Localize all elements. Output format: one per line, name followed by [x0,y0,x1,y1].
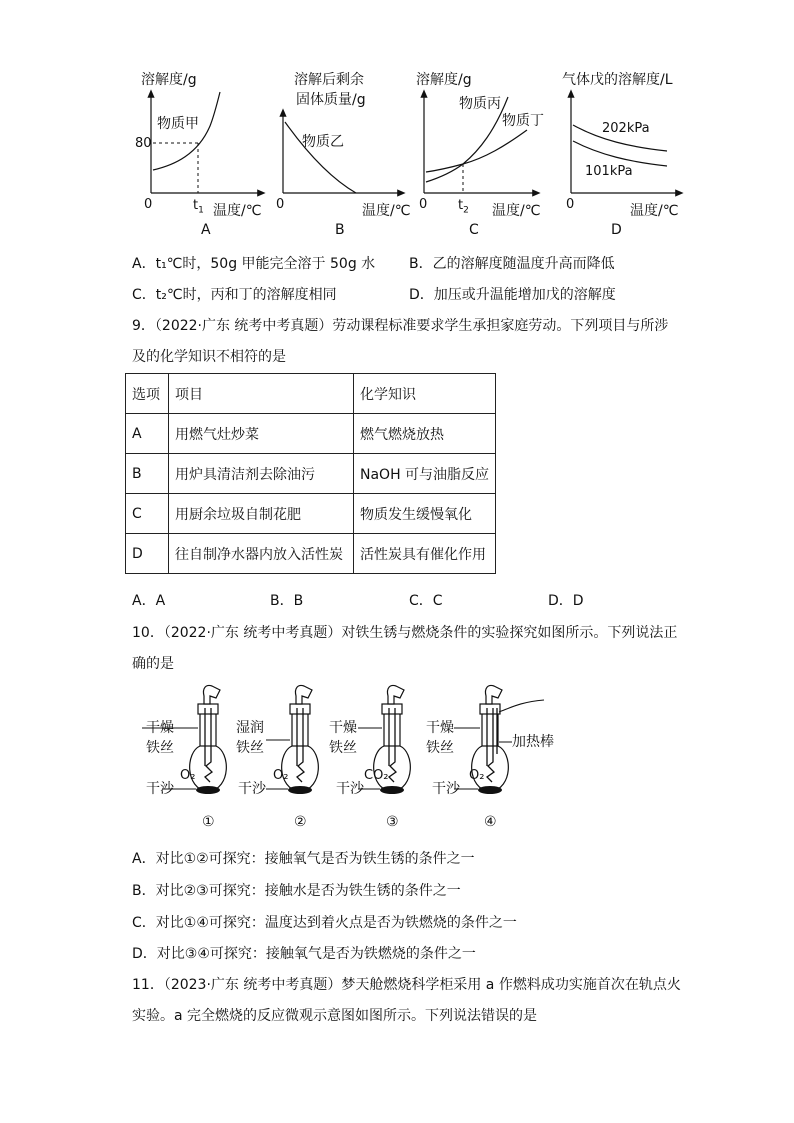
curve-yi [285,122,356,193]
graph-a-xtick: $t_1$ [193,198,204,216]
table-cell: 活性炭具有催化作用 [354,534,496,574]
graph-c-series-2: 物质丁 [502,113,544,129]
flask-4-label-2: 铁丝 [426,740,454,756]
graph-c-origin: 0 [419,197,428,212]
table-cell: 物质发生缓慢氧化 [354,494,496,534]
table-header-row [126,374,496,414]
graph-d-ylabel: 气体戊的溶解度/L [562,72,673,88]
graph-d-series-2: 101kPa [585,164,633,179]
flask-1-label-2: 铁丝 [146,740,174,756]
flask-3-gas: CO₂ [364,768,389,783]
graph-a-ytick: 80 [135,136,152,151]
graph-b-ylabel-2: 固体质量/g [296,92,366,108]
table-row [126,454,496,494]
q11-stem-line-1: 11．（2023·广东 统考中考真题）梦天舱燃烧科学柜采用 a 作燃料成功实施首次在轨点火 [132,977,681,993]
q10-option-a: A．对比①②可探究：接触氧气是否为铁生锈的条件之一 [132,851,475,867]
graph-c-caption: C [469,222,479,238]
graph-b-series: 物质乙 [302,134,344,150]
graph-b [283,112,402,193]
graph-c-xtick: $t_2$ [458,198,469,216]
q9-option-c: C．C [409,593,443,609]
flask-3-sand: 干沙 [336,781,364,797]
flask-3-label-1: 干燥 [329,720,357,736]
q11-stem-line-2: 实验。a 完全燃烧的反应微观示意图如图所示。下列说法错误的是 [132,1008,538,1024]
q9-option-b: B．B [270,593,304,609]
flask-2-sand: 干沙 [238,781,266,797]
graph-c-ylabel: 溶解度/g [416,72,472,88]
flask-3-label-2: 铁丝 [329,740,357,756]
table-header-cell: 选项 [126,374,169,414]
table-row [126,414,496,454]
flask-4-heating-rod-label: 加热棒 [512,734,554,750]
table-cell: 用燃气灶炒菜 [169,414,354,454]
graph-a [151,92,262,193]
flask-3-number: ③ [386,814,399,830]
table-cell: NaOH 可与油脂反应 [354,454,496,494]
q9-option-a: A．A [132,593,166,609]
q10-option-b: B．对比②③可探究：接触水是否为铁生锈的条件之一 [132,883,461,899]
table-row [126,534,496,574]
q9-option-d: D．D [548,593,584,609]
q9-stem-line-2: 及的化学知识不相符的是 [132,349,286,365]
flask-1-number: ① [202,814,215,830]
flask-2-number: ② [294,814,307,830]
flask-2-gas: O₂ [273,768,289,783]
flask-1-sand: 干沙 [146,781,174,797]
flask-4-gas: O₂ [469,768,485,783]
graph-d-caption: D [611,222,622,238]
q10-option-c: C．对比①④可探究：温度达到着火点是否为铁燃烧的条件之一 [132,915,517,931]
q9-stem-line-1: 9．（2022·广东 统考中考真题）劳动课程标准要求学生承担家庭劳动。下列项目与所涉 [132,318,669,334]
graph-b-xlabel: 温度/℃ [362,203,411,219]
graph-d-series-1: 202kPa [602,121,650,136]
q8-option-c: C．t₂℃时，丙和丁的溶解度相同 [132,287,337,303]
curve-101kpa [573,141,667,166]
q10-option-d: D．对比③④可探究：接触氧气是否为铁燃烧的条件之一 [132,946,476,962]
table-cell: B [126,454,169,494]
q8-option-d: D．加压或升温能增加戊的溶解度 [409,287,616,303]
graph-d-xlabel: 温度/℃ [630,203,679,219]
flask-1-label-1: 干燥 [146,720,174,736]
q10-stem-line-2: 确的是 [132,656,174,672]
table-row [126,494,496,534]
graph-b-ylabel-1: 溶解后剩余 [294,72,364,88]
table-cell: C [126,494,169,534]
graph-a-xlabel: 温度/℃ [213,203,262,219]
table-cell: A [126,414,169,454]
table-header-cell: 项目 [169,374,354,414]
table-cell: 燃气燃烧放热 [354,414,496,454]
graph-b-caption: B [335,222,345,238]
graph-b-origin: 0 [276,197,285,212]
q8-option-b: B．乙的溶解度随温度升高而降低 [409,256,615,272]
table-cell: D [126,534,169,574]
graph-c-series-1: 物质丙 [459,96,501,112]
graph-a-origin: 0 [144,197,153,212]
table-cell: 用炉具清洁剂去除油污 [169,454,354,494]
flask-4-sand: 干沙 [432,781,460,797]
q8-option-a: A．t₁℃时，50g 甲能完全溶于 50g 水 [132,256,376,272]
graph-d-origin: 0 [566,197,575,212]
flask-4-number: ④ [484,814,497,830]
graph-c-xlabel: 温度/℃ [492,203,541,219]
q9-table [125,373,496,574]
table-cell: 往自制净水器内放入活性炭 [169,534,354,574]
flask-4-label-1: 干燥 [426,720,454,736]
graph-a-caption: A [201,222,211,238]
graph-a-ylabel: 溶解度/g [141,72,197,88]
graph-a-series: 物质甲 [157,116,199,132]
flask-2-label-1: 湿润 [236,720,264,736]
table-cell: 用厨余垃圾自制花肥 [169,494,354,534]
flask-1-gas: O₂ [180,768,196,783]
flask-2-label-2: 铁丝 [236,740,264,756]
table-header-cell: 化学知识 [354,374,496,414]
q10-stem-line-1: 10．（2022·广东 统考中考真题）对铁生锈与燃烧条件的实验探究如图所示。下列说法正 [132,625,678,641]
